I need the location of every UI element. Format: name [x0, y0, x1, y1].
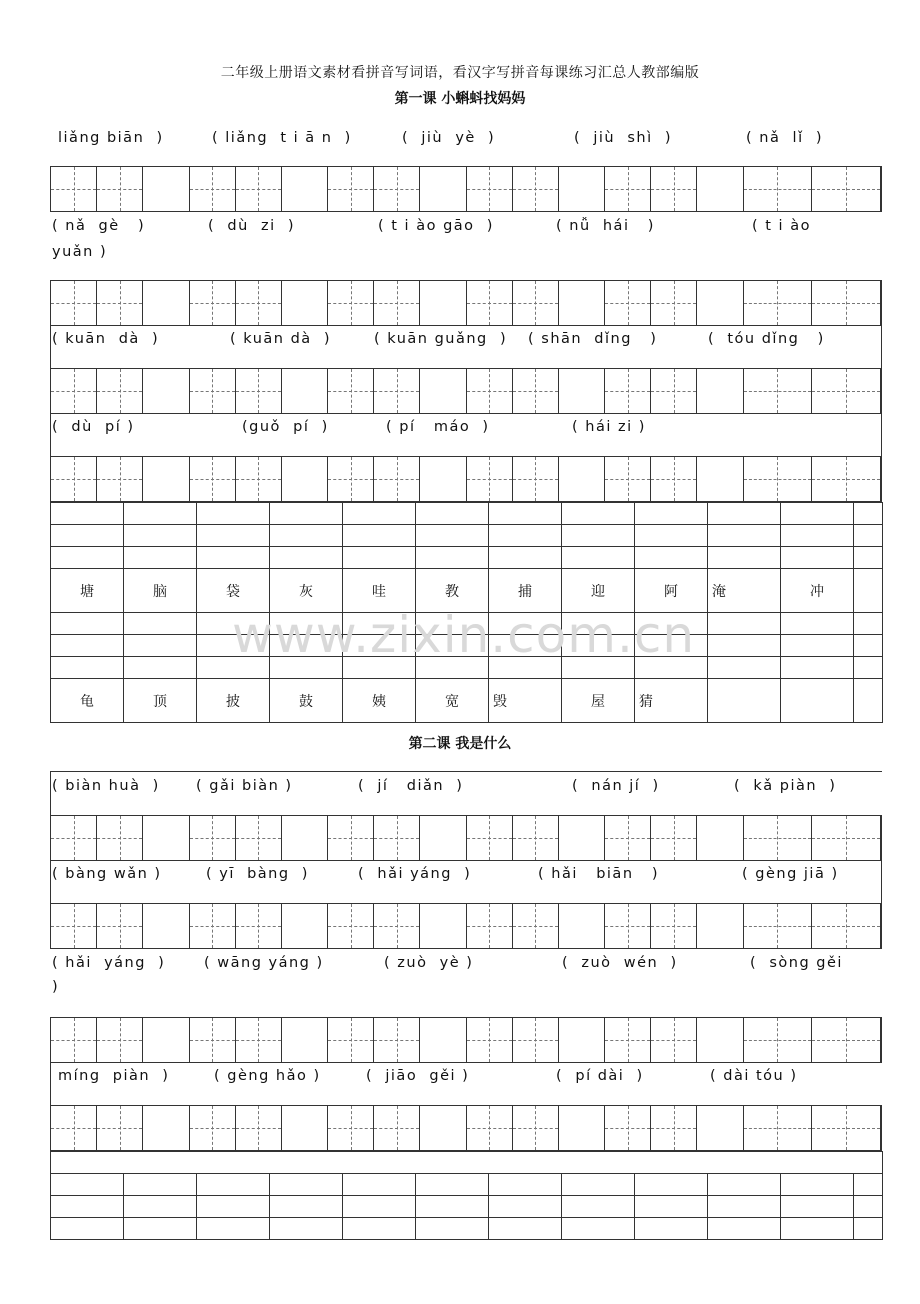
pinyin-item: ( zuò yè )	[384, 955, 474, 971]
character-cell: 屋	[562, 679, 635, 723]
writing-grid-row[interactable]	[50, 456, 882, 502]
pinyin-item: ( hǎi yáng )	[52, 955, 166, 971]
character-cell: 宽	[416, 679, 489, 723]
character-cell: 淹	[708, 569, 781, 613]
pinyin-answer-row	[51, 1218, 883, 1240]
pinyin-item: ( nǚ hái )	[556, 218, 655, 234]
pinyin-item: ( nǎ gè )	[52, 218, 146, 234]
pinyin-item: ( liǎng t i ā n )	[212, 130, 352, 146]
pinyin-item: )	[52, 979, 60, 995]
character-cell: 灰	[270, 569, 343, 613]
document-title: 二年级上册语文素材看拼音写词语，看汉字写拼音每课练习汇总人教部编版	[220, 65, 700, 81]
character-cell: 猜	[635, 679, 708, 723]
pinyin-item: ( kuān dà )	[52, 331, 160, 347]
lesson2-character-table	[50, 1151, 883, 1240]
pinyin-item: ( nán jí )	[572, 778, 660, 794]
character-cell: 鼓	[270, 679, 343, 723]
pinyin-item: ( tóu dǐng )	[708, 331, 825, 347]
pinyin-item: ( shān dǐng )	[528, 331, 658, 347]
pinyin-item: ( pí máo )	[386, 419, 490, 435]
writing-grid-row[interactable]	[50, 903, 882, 949]
pinyin-item: ( yī bàng )	[206, 866, 309, 882]
pinyin-item: ( pí dài )	[556, 1068, 644, 1084]
character-cell: 塘	[51, 569, 124, 613]
writing-grid-row[interactable]	[50, 1017, 882, 1063]
pinyin-item: ( kuān guǎng )	[374, 331, 508, 347]
character-cell: 袋	[197, 569, 270, 613]
pinyin-item: ( kǎ piàn )	[734, 778, 837, 794]
pinyin-item: ( sòng gěi	[750, 955, 843, 971]
character-cell: 捕	[489, 569, 562, 613]
pinyin-item: ( kuān dà )	[230, 331, 332, 347]
pinyin-item: ( gèng hǎo )	[214, 1068, 321, 1084]
pinyin-item: ( jiāo gěi )	[366, 1068, 470, 1084]
character-cell: 哇	[343, 569, 416, 613]
character-cell: 冲	[781, 569, 854, 613]
pinyin-answer-row	[51, 525, 883, 547]
character-cell: 教	[416, 569, 489, 613]
writing-grid-row[interactable]	[50, 166, 882, 212]
character-cell: 顶	[124, 679, 197, 723]
pinyin-answer-row	[51, 547, 883, 569]
writing-grid-row[interactable]	[50, 815, 882, 861]
pinyin-item: ( hǎi biān )	[538, 866, 659, 882]
pinyin-item: ( nǎ lǐ )	[746, 130, 823, 146]
character-cell	[854, 569, 883, 613]
character-cell: 迎	[562, 569, 635, 613]
pinyin-item: ( hǎi yáng )	[358, 866, 472, 882]
watermark: www.zixin.com.cn	[232, 606, 696, 664]
character-cell: 脑	[124, 569, 197, 613]
pinyin-item: ( dù pí )	[52, 419, 135, 435]
pinyin-item: ( jiù yè )	[402, 130, 496, 146]
pinyin-item: ( zuò wén )	[562, 955, 678, 971]
pinyin-answer-row	[51, 1174, 883, 1196]
writing-grid-row[interactable]	[50, 1105, 882, 1151]
character-cell: 毁	[489, 679, 562, 723]
pinyin-answer-row	[51, 1196, 883, 1218]
pinyin-answer-row	[51, 503, 883, 525]
pinyin-item: ( dài tóu )	[710, 1068, 798, 1084]
pinyin-answer-row	[51, 1152, 883, 1174]
pinyin-item: ( gǎi biàn )	[196, 778, 293, 794]
character-cell: 姨	[343, 679, 416, 723]
pinyin-item: ( jí diǎn )	[358, 778, 464, 794]
pinyin-item: ( t i ào	[752, 218, 811, 234]
lesson1-title: 第一课 小蝌蚪找妈妈	[394, 91, 526, 107]
pinyin-item: ( wāng yáng )	[204, 955, 324, 971]
character-cell: 阿	[635, 569, 708, 613]
pinyin-item: ( biàn huà )	[52, 778, 160, 794]
lesson2-title: 第二课 我是什么	[408, 736, 512, 752]
writing-grid-row[interactable]	[50, 368, 882, 414]
writing-grid-row[interactable]	[50, 280, 882, 326]
pinyin-item: míng piàn )	[58, 1068, 170, 1084]
pinyin-item: ( jiù shì )	[574, 130, 672, 146]
pinyin-item: ( gèng jiā )	[742, 866, 839, 882]
pinyin-item: ( dù zi )	[208, 218, 296, 234]
pinyin-item: yuǎn )	[52, 244, 108, 260]
character-cell: 披	[197, 679, 270, 723]
pinyin-item: ( hái zi )	[572, 419, 646, 435]
character-cell: 龟	[51, 679, 124, 723]
pinyin-item: ( t i ào gāo )	[378, 218, 494, 234]
pinyin-item: liǎng biān )	[58, 130, 164, 146]
pinyin-item: ( bàng wǎn )	[52, 866, 162, 882]
pinyin-item: (guǒ pí )	[242, 419, 329, 435]
character-row	[51, 679, 883, 723]
